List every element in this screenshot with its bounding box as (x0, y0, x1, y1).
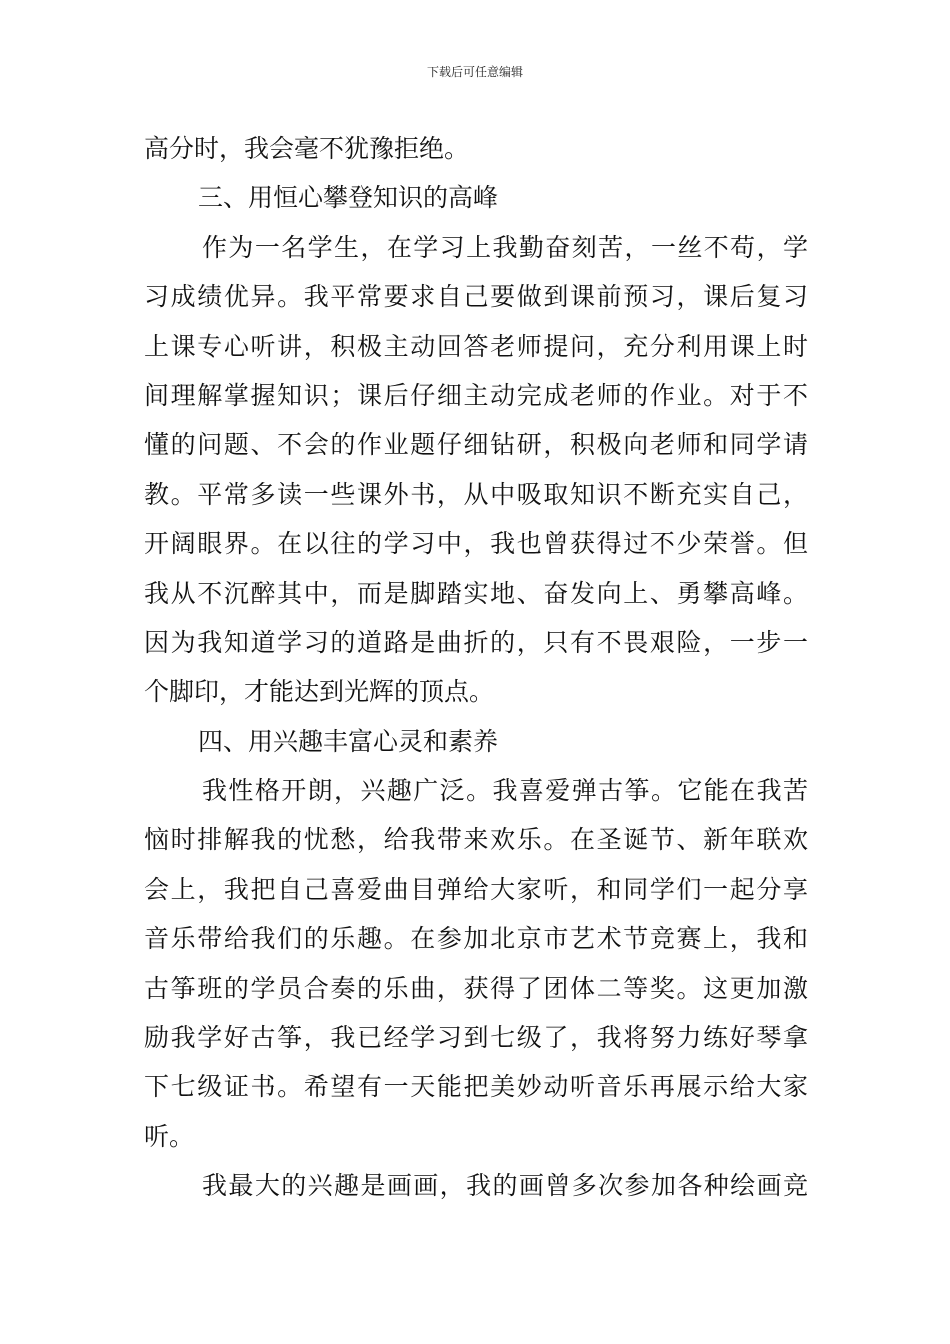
paragraph-line: 听。 (144, 1121, 195, 1151)
paragraph-line: 音乐带给我们的乐趣。在参加北京市艺术节竞赛上，我和 (144, 924, 808, 954)
paragraph-line: 我最大的兴趣是画画，我的画曾多次参加各种绘画竞 (202, 1171, 808, 1201)
paragraph-line: 个脚印，才能达到光辉的顶点。 (144, 677, 495, 707)
paragraph-line: 上课专心听讲，积极主动回答老师提问，充分利用课上时 (144, 331, 808, 361)
document-body (144, 124, 808, 1211)
paragraph-line: 开阔眼界。在以往的学习中，我也曾获得过不少荣誉。但 (144, 529, 808, 559)
paragraph-line: 作为一名学生，在学习上我勤奋刻苦，一丝不苟，学 (202, 232, 808, 262)
paragraph-line: 因为我知道学习的道路是曲折的，只有不畏艰险，一步一 (144, 627, 808, 657)
paragraph-line: 高分时，我会毫不犹豫拒绝。 (144, 134, 470, 163)
paragraph-line: 古筝班的学员合奏的乐曲，获得了团体二等奖。这更加激 (144, 973, 808, 1003)
paragraph-line: 下七级证书。希望有一天能把美妙动听音乐再展示给大家 (144, 1072, 808, 1102)
paragraph-line: 恼时排解我的忧愁，给我带来欢乐。在圣诞节、新年联欢 (144, 825, 808, 855)
paragraph-line: 间理解掌握知识；课后仔细主动完成老师的作业。对于不 (144, 380, 808, 410)
paragraph-line: 教。平常多读一些课外书，从中吸取知识不断充实自己， (144, 479, 808, 509)
section-heading: 三、用恒心攀登知识的高峰 (198, 183, 499, 213)
paragraph-line: 懂的问题、不会的作业题仔细钻研，积极向老师和同学请 (144, 430, 808, 460)
page-header: 下载后可任意编辑 (426, 65, 523, 79)
paragraph-line: 我性格开朗，兴趣广泛。我喜爱弹古筝。它能在我苦 (202, 776, 808, 806)
paragraph-line: 会上，我把自己喜爱曲目弹给大家听，和同学们一起分享 (144, 874, 808, 904)
section-heading: 四、用兴趣丰富心灵和素养 (198, 726, 499, 756)
paragraph-line: 励我学好古筝，我已经学习到七级了，我将努力练好琴拿 (144, 1023, 808, 1053)
paragraph-line: 习成绩优异。我平常要求自己要做到课前预习，课后复习 (144, 282, 808, 312)
paragraph-line: 我从不沉醉其中，而是脚踏实地、奋发向上、勇攀高峰。 (144, 578, 808, 608)
